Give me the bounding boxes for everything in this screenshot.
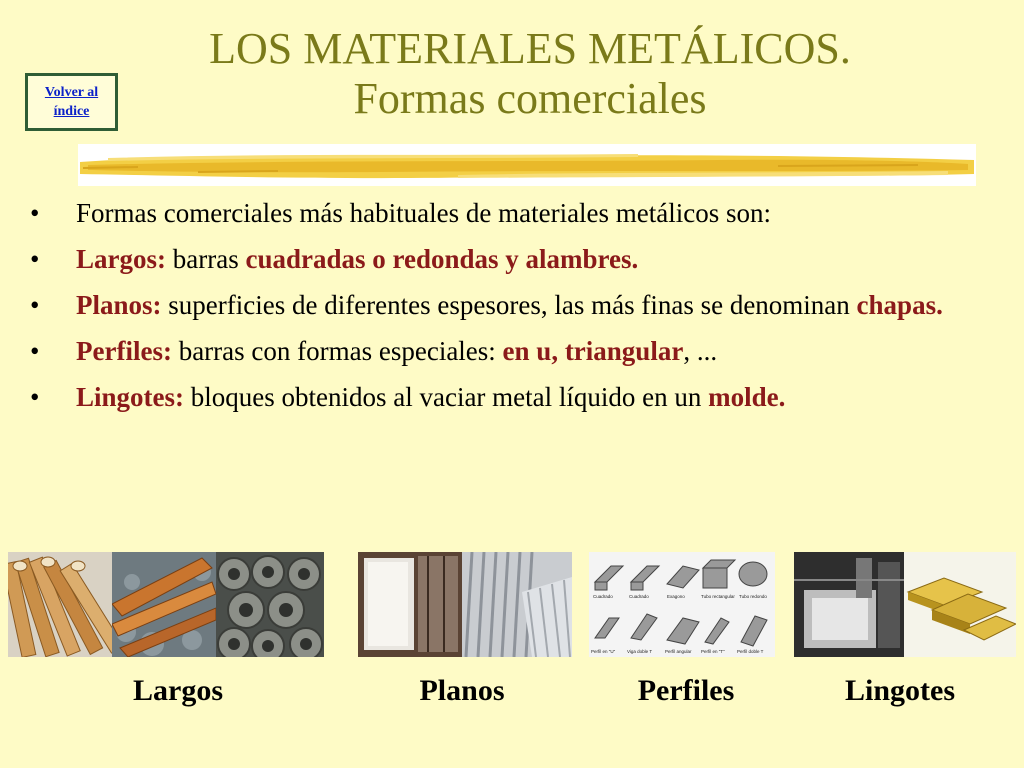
copper-tubes-image [8, 552, 112, 657]
profile-caption-4: Tubo redondo [739, 594, 767, 599]
profile-caption-8: Perfil en "T" [701, 649, 725, 654]
profile-caption-7: Perfil angular [665, 649, 692, 654]
bullet-text: Formas comerciales más habituales de materiales metálicos son: [76, 198, 772, 228]
profile-caption-2: Exagono [667, 594, 685, 599]
back-to-index-button[interactable] [25, 73, 118, 131]
bullet-dot: • [30, 290, 40, 320]
profile-caption-9: Perfil doble T [737, 649, 764, 654]
wire-coils-image [216, 552, 324, 657]
profile-caption-6: Viga doble T [627, 649, 653, 654]
profiles-image [589, 552, 775, 657]
bullet-dot: • [30, 336, 40, 366]
profile-caption-3: Tubo rectangular [701, 594, 735, 599]
gold-ingots-image [904, 552, 1016, 657]
bullet-text: barras [166, 244, 246, 274]
perfiles-diagram [589, 552, 775, 657]
title-line-1: LOS MATERIALES METÁLICOS. [209, 24, 851, 73]
copper-bars-image [112, 552, 216, 657]
back-link-line-2[interactable]: índice [53, 104, 90, 119]
emphasis-text: Perfiles: [76, 336, 172, 366]
label-planos: Planos [419, 674, 505, 707]
profile-caption-1: Cuadrado [629, 594, 649, 599]
label-perfiles: Perfiles [637, 674, 735, 707]
bullet-dot: • [30, 198, 40, 228]
bullet-item [28, 197, 988, 229]
profile-caption-0: Cuadrado [593, 594, 613, 599]
emphasis-text: en u, triangular [502, 336, 684, 366]
emphasis-text: Planos: [76, 290, 162, 320]
slide-title [150, 24, 910, 124]
casting-mold-image [794, 552, 904, 657]
corrugated-sheets-image [462, 552, 572, 657]
bullet-text: barras con formas especiales: [171, 336, 503, 366]
bullet-list [28, 197, 988, 427]
back-link-line-1[interactable]: Volver al [44, 85, 99, 100]
planos-photos [358, 552, 572, 657]
bullet-text: superficies de diferentes espesores, las más finas se denominan [161, 290, 857, 320]
emphasis-text: chapas. [856, 290, 943, 320]
emphasis-text: molde. [708, 382, 786, 412]
profile-caption-5: Perfil en "U" [591, 649, 616, 654]
bullet-item [28, 243, 988, 275]
bullet-dot: • [30, 244, 40, 274]
emphasis-text: Lingotes: [76, 382, 184, 412]
emphasis-text: Largos: [76, 244, 166, 274]
title-line-2: Formas comerciales [353, 74, 707, 123]
emphasis-text: cuadradas o redondas y alambres. [245, 244, 639, 274]
label-largos: Largos [133, 674, 223, 707]
label-lingotes: Lingotes [844, 674, 955, 707]
lingotes-photos [794, 552, 1016, 657]
bullet-item [28, 381, 988, 413]
brush-stroke-divider [78, 144, 976, 186]
bullet-dot: • [30, 382, 40, 412]
bullet-item [28, 289, 988, 321]
largos-photos [8, 552, 324, 657]
bullet-text: , ... [683, 336, 718, 366]
metal-sheets-image [358, 552, 462, 657]
bullet-item [28, 335, 988, 367]
bullet-text: bloques obtenidos al vaciar metal líquido en un [184, 382, 709, 412]
